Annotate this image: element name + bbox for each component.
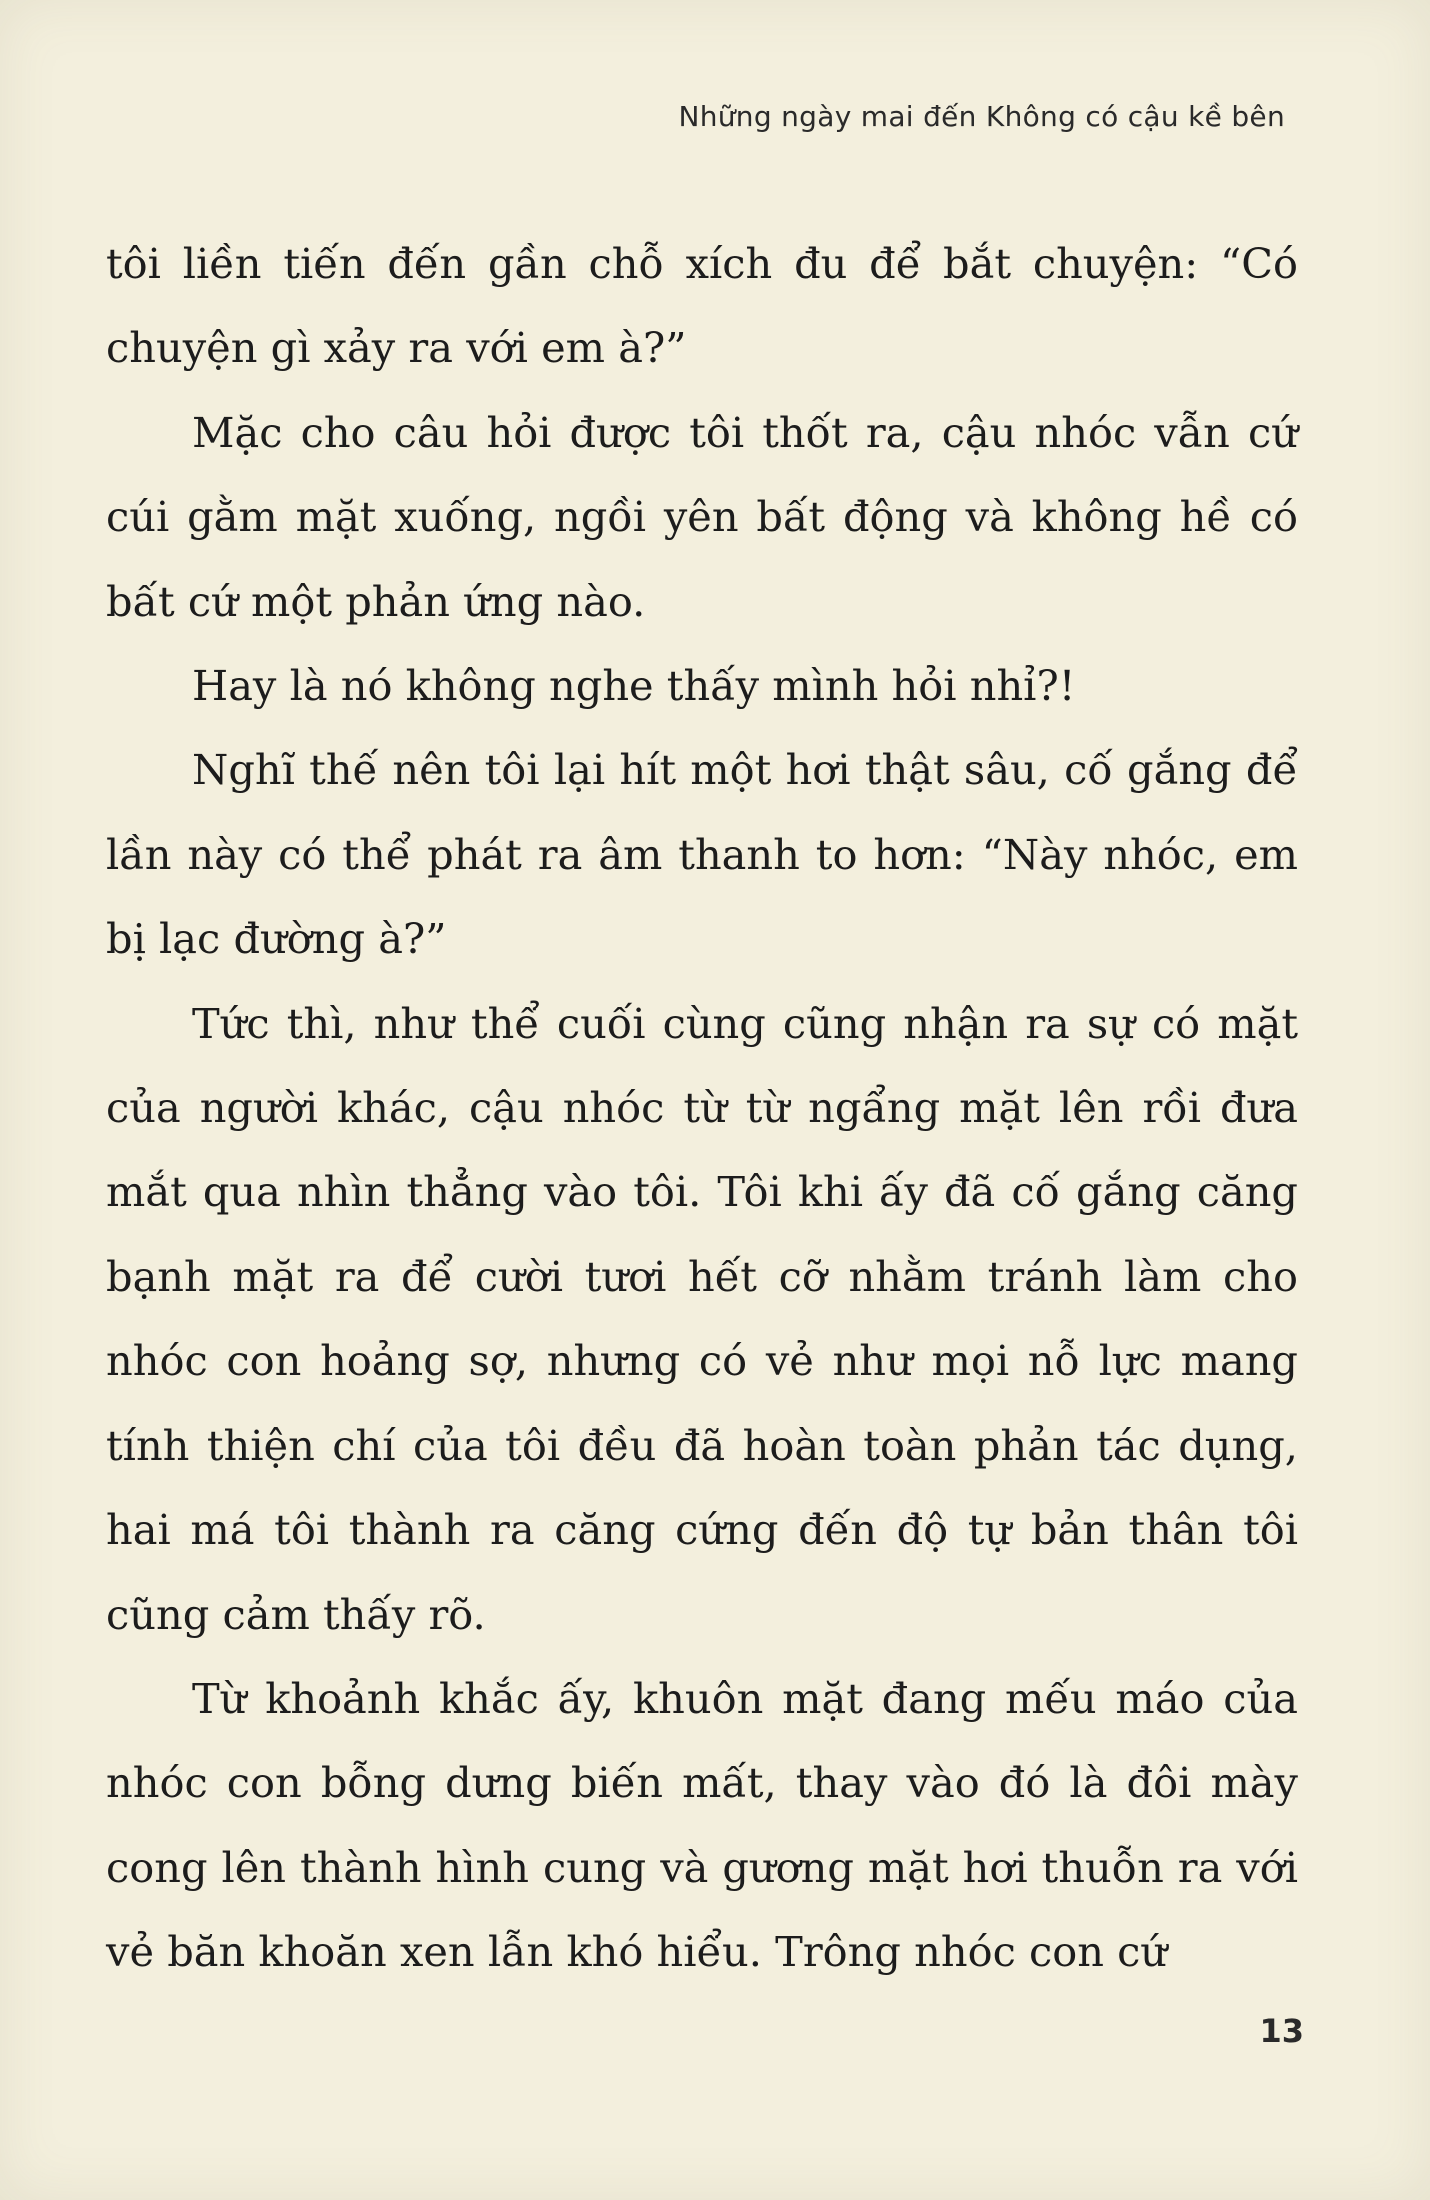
page-number: 13 (1259, 2012, 1304, 2050)
paragraph-1: tôi liền tiến đến gần chỗ xích đu để bắt chuyện: “Có chuyện gì xảy ra với em à?” (106, 239, 1298, 373)
body-text (106, 222, 1298, 1995)
paragraph-4: Nghĩ thế nên tôi lại hít một hơi thật sâu, cố gắng để lần này có thể phát ra âm thanh to hơn: “Này nhóc, em bị lạc đường à?” (106, 745, 1298, 964)
paragraph-2: Mặc cho câu hỏi được tôi thốt ra, cậu nhóc vẫn cứ cúi gằm mặt xuống, ngồi yên bất động và không hề có bất cứ một phản ứng nào. (106, 407, 1298, 626)
paragraph-3: Hay là nó không nghe thấy mình hỏi nhỉ?! (192, 661, 1076, 711)
running-header-title: Những ngày mai đến Không có cậu kề bên (678, 100, 1285, 133)
paragraph-6: Từ khoảnh khắc ấy, khuôn mặt đang mếu máo của nhóc con bỗng dưng biến mất, thay vào đó là đôi mày cong lên thành hình cung và gương mặt hơi thuỗn ra với vẻ băn khoăn xen lẫn khó hiểu. Trông nhóc con cứ (106, 1673, 1298, 1977)
paragraph-5: Tức thì, như thể cuối cùng cũng nhận ra sự có mặt của người khác, cậu nhóc từ từ ngẩng mặt lên rồi đưa mắt qua nhìn thẳng vào tôi. Tôi khi ấy đã cố gắng căng bạnh mặt ra để cười tươi hết cỡ nhằm tránh làm cho nhóc con hoảng sợ, nhưng có vẻ như mọi nỗ lực mang tính thiện chí của tôi đều đã hoàn toàn phản tác dụng, hai má tôi thành ra căng cứng đến độ tự bản thân tôi cũng cảm thấy rõ. (106, 998, 1298, 1639)
